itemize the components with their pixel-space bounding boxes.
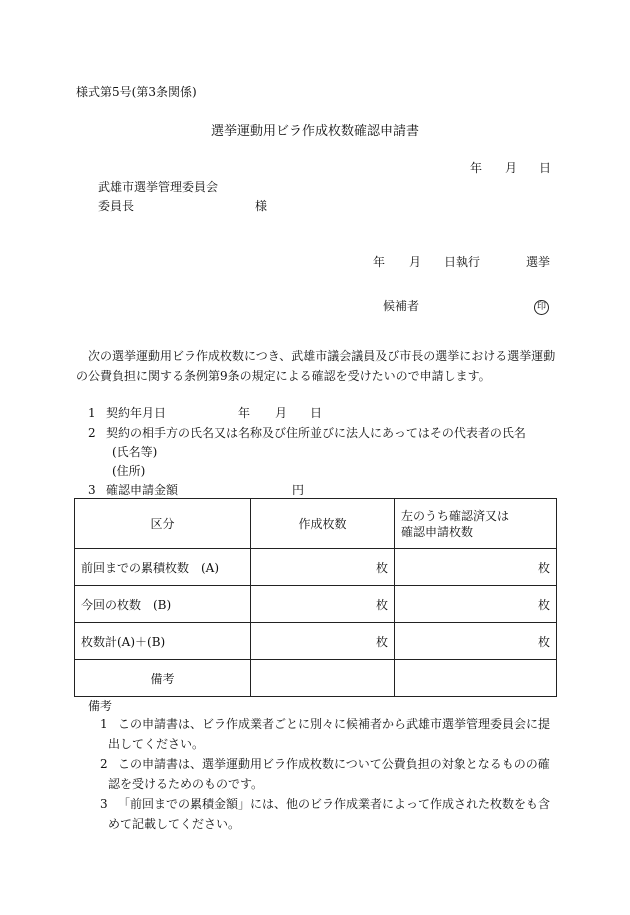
note2-text: この申請書は、選挙運動用ビラ作成枚数について公費負担の対象となるものの確認を受けるためのものです。: [108, 757, 550, 791]
item2-name: (氏名等): [112, 445, 158, 459]
item1-number: 1: [88, 406, 96, 420]
form-number: 様式第5号(第3条関係): [76, 85, 197, 99]
date-year: 年: [470, 161, 483, 175]
election-type: 選挙: [526, 255, 551, 269]
row-created-unit: 枚: [251, 549, 395, 586]
sheet-count-table: [74, 498, 557, 697]
header-confirmed-line2: 確認申請枚数: [401, 524, 474, 539]
seal-mark: [534, 297, 549, 315]
row-label: 前回までの累積枚数 (A): [75, 549, 251, 586]
election-day-exec: 日執行: [444, 255, 481, 269]
election-year: 年: [373, 255, 386, 269]
item1-month: 月: [275, 406, 288, 420]
application-body: 次の選挙運動用ビラ作成枚数につき、武雄市議会議員及び市長の選挙における選挙運動の公費負担に関する条例第9条の規定による確認を受けたいので申請します。: [76, 349, 556, 383]
item2-number: 2: [88, 426, 96, 440]
item1-day: 日: [310, 406, 323, 420]
item1-year: 年: [238, 406, 251, 420]
candidate-label: 候補者: [383, 299, 420, 313]
notes-heading: 備考: [88, 699, 113, 713]
page-title: 選挙運動用ビラ作成枚数確認申請書: [210, 124, 419, 139]
row-confirmed-unit: 枚: [395, 586, 557, 623]
addressee-chair: 委員長: [98, 199, 135, 213]
table-row: [75, 586, 557, 623]
addressee-org: 武雄市選挙管理委員会: [98, 180, 219, 194]
note3-number: 3: [100, 797, 108, 811]
remarks-cell: [251, 660, 395, 697]
table-row: [75, 623, 557, 660]
item1-label: 契約年月日: [106, 406, 167, 420]
header-created: 作成枚数: [251, 499, 395, 549]
remarks-label: 備考: [75, 660, 251, 697]
row-created-unit: 枚: [251, 623, 395, 660]
note1-number: 1: [100, 717, 108, 731]
table-header-row: [75, 499, 557, 549]
item2-address: (住所): [112, 464, 146, 478]
item2-label: 契約の相手方の氏名又は名称及び住所並びに法人にあってはその代表者の氏名: [106, 426, 526, 440]
row-label: 枚数計(A)＋(B): [75, 623, 251, 660]
date-month: 月: [505, 161, 518, 175]
item3-number: 3: [88, 483, 96, 497]
seal-icon: 印: [534, 300, 549, 315]
election-month: 月: [409, 255, 422, 269]
addressee-honorific: 様: [255, 199, 268, 213]
row-confirmed-unit: 枚: [395, 623, 557, 660]
row-label: 今回の枚数 (B): [75, 586, 251, 623]
item3-label: 確認申請金額: [106, 483, 179, 497]
item3-amount-field: [106, 482, 304, 499]
note3-text: 「前回までの累積金額」には、他のビラ作成業者によって作成された枚数をも含めて記載してください。: [108, 797, 551, 831]
table-row: [75, 549, 557, 586]
row-confirmed-unit: 枚: [395, 549, 557, 586]
remarks-cell: [395, 660, 557, 697]
table-remarks-row: [75, 660, 557, 697]
note1-text: この申請書は、ビラ作成業者ごとに別々に候補者から武雄市選挙管理委員会に提出してください。: [108, 717, 551, 751]
header-confirmed-line1: 左のうち確認済又は: [401, 508, 510, 523]
item3-unit: 円: [291, 483, 304, 497]
date-day: 日: [539, 161, 552, 175]
header-confirmed: [395, 499, 557, 549]
row-created-unit: 枚: [251, 586, 395, 623]
header-category: 区分: [75, 499, 251, 549]
note2-number: 2: [100, 757, 108, 771]
